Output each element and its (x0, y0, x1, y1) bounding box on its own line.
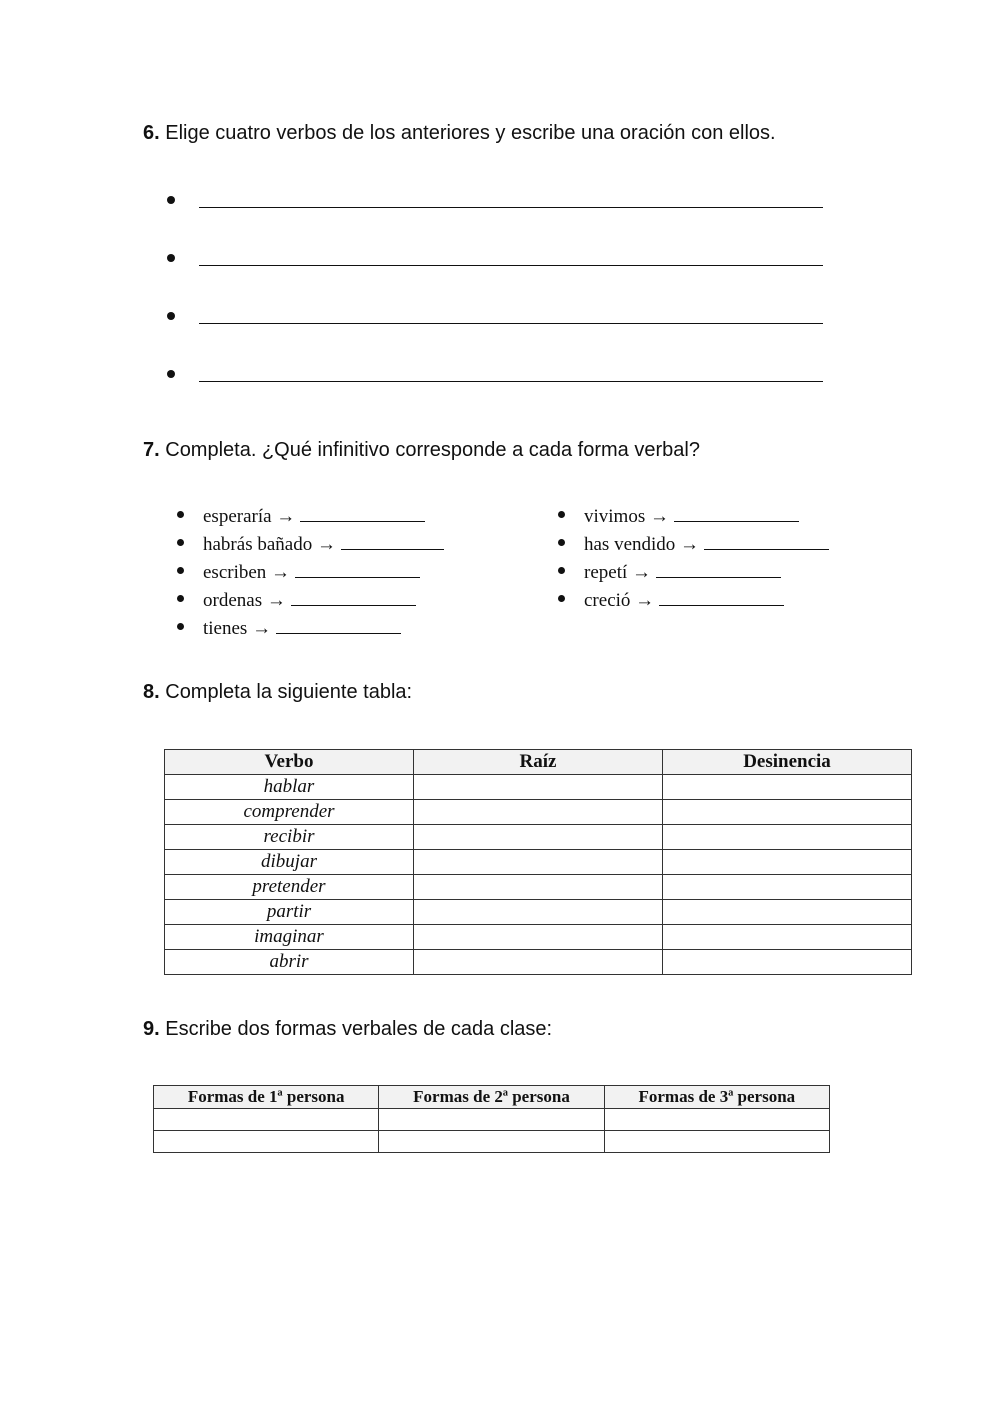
answer-blank[interactable] (704, 549, 829, 550)
question-text: Elige cuatro verbos de los anteriores y escribe una oración con ellos. (159, 122, 776, 144)
answer-blank[interactable] (291, 605, 416, 606)
answer-line[interactable] (199, 265, 823, 266)
answer-blank[interactable] (659, 605, 784, 606)
root-cell[interactable] (414, 800, 663, 825)
ending-cell[interactable] (663, 875, 912, 900)
answer-cell[interactable] (379, 1131, 604, 1153)
question-6 (143, 122, 776, 145)
ending-cell[interactable] (663, 900, 912, 925)
answer-line[interactable] (199, 381, 823, 382)
answer-cell[interactable] (604, 1109, 829, 1131)
bullet (558, 539, 565, 546)
bullet (558, 595, 565, 602)
bullet (177, 511, 184, 518)
table-row (154, 1131, 830, 1153)
table-row (165, 775, 912, 800)
verb-form: has vendido → (584, 534, 700, 555)
answer-blank[interactable] (656, 577, 781, 578)
verb-cell: dibujar (165, 850, 414, 875)
question-text: Completa. ¿Qué infinitivo corresponde a cada forma verbal? (159, 439, 700, 461)
question-text: Completa la siguiente tabla: (159, 681, 413, 703)
question-text: Escribe dos formas verbales de cada clase: (159, 1018, 553, 1040)
verb-form: repetí → (584, 562, 652, 583)
answer-cell[interactable] (604, 1131, 829, 1153)
table-row (165, 950, 912, 975)
bullet (177, 539, 184, 546)
bullet (167, 196, 175, 204)
verb-form: tienes → (203, 618, 272, 639)
header-cell: Raíz (414, 750, 663, 775)
bullet (167, 370, 175, 378)
answer-cell[interactable] (379, 1109, 604, 1131)
table-row (165, 825, 912, 850)
root-cell[interactable] (414, 900, 663, 925)
answer-blank[interactable] (295, 577, 420, 578)
verb-item (558, 590, 784, 612)
answer-blank[interactable] (276, 633, 401, 634)
ending-cell[interactable] (663, 775, 912, 800)
bullet (177, 623, 184, 630)
question-number: 6. (143, 122, 160, 144)
question-number: 9. (143, 1018, 160, 1040)
verb-form: creció → (584, 590, 655, 611)
verb-table (164, 749, 912, 975)
question-7 (143, 439, 700, 462)
verb-form: escriben → (203, 562, 291, 583)
root-cell[interactable] (414, 850, 663, 875)
verb-item (177, 590, 416, 612)
table-row (154, 1109, 830, 1131)
verb-item (558, 534, 829, 556)
header-cell: Formas de 3ª persona (604, 1086, 829, 1109)
verb-item (177, 534, 444, 556)
root-cell[interactable] (414, 875, 663, 900)
verb-cell: comprender (165, 800, 414, 825)
table-row (165, 800, 912, 825)
question-9 (143, 1018, 552, 1041)
bullet (558, 511, 565, 518)
ending-cell[interactable] (663, 925, 912, 950)
bullet (177, 595, 184, 602)
verb-item (177, 562, 420, 584)
header-cell: Desinencia (663, 750, 912, 775)
ending-cell[interactable] (663, 850, 912, 875)
verb-item (558, 506, 799, 528)
table-row (165, 925, 912, 950)
verb-cell: pretender (165, 875, 414, 900)
verb-cell: abrir (165, 950, 414, 975)
verb-form: esperaría → (203, 506, 296, 527)
root-cell[interactable] (414, 825, 663, 850)
ending-cell[interactable] (663, 800, 912, 825)
root-cell[interactable] (414, 775, 663, 800)
header-cell: Verbo (165, 750, 414, 775)
verb-form: habrás bañado → (203, 534, 336, 555)
answer-line[interactable] (199, 323, 823, 324)
question-number: 7. (143, 439, 160, 461)
answer-cell[interactable] (154, 1109, 379, 1131)
question-8 (143, 681, 412, 704)
answer-blank[interactable] (341, 549, 444, 550)
ending-cell[interactable] (663, 950, 912, 975)
bullet (167, 312, 175, 320)
verb-form: ordenas → (203, 590, 286, 611)
ending-cell[interactable] (663, 825, 912, 850)
question-number: 8. (143, 681, 160, 703)
table-row (165, 850, 912, 875)
answer-line[interactable] (199, 207, 823, 208)
verb-cell: hablar (165, 775, 414, 800)
verb-item (558, 562, 781, 584)
root-cell[interactable] (414, 925, 663, 950)
verb-form: vivimos → (584, 506, 669, 527)
verb-cell: partir (165, 900, 414, 925)
table-row (165, 900, 912, 925)
verb-item (177, 618, 401, 640)
bullet (177, 567, 184, 574)
verb-item (177, 506, 425, 528)
bullet (558, 567, 565, 574)
person-forms-table (153, 1085, 830, 1153)
verb-cell: recibir (165, 825, 414, 850)
answer-cell[interactable] (154, 1131, 379, 1153)
answer-blank[interactable] (674, 521, 799, 522)
header-cell: Formas de 2ª persona (379, 1086, 604, 1109)
root-cell[interactable] (414, 950, 663, 975)
verb-cell: imaginar (165, 925, 414, 950)
table-row (165, 875, 912, 900)
bullet (167, 254, 175, 262)
answer-blank[interactable] (300, 521, 425, 522)
header-cell: Formas de 1ª persona (154, 1086, 379, 1109)
